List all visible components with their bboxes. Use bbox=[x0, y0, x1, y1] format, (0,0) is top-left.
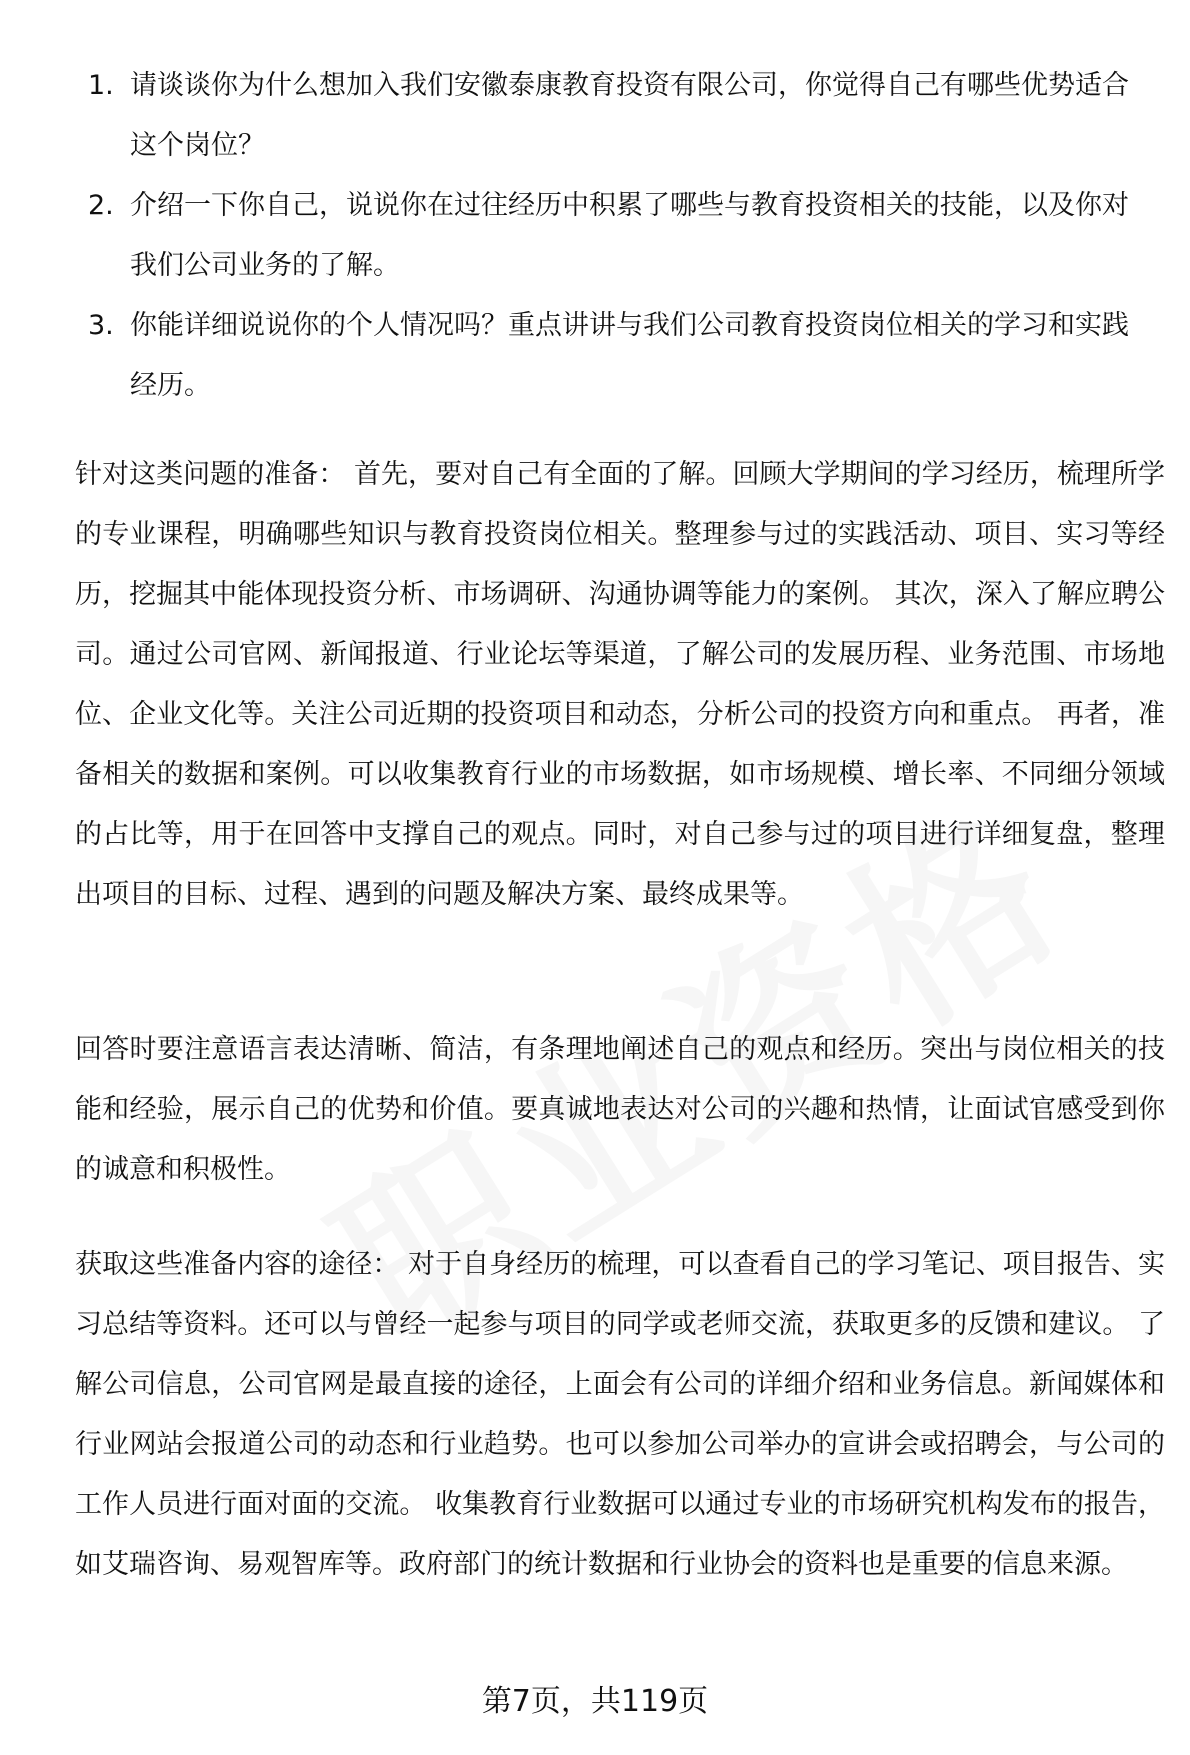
answer-tips-paragraph: 回答时要注意语言表达清晰、简洁，有条理地阐述自己的观点和经历。突出与岗位相关的技能和经验，展示自己的优势和价值。要真诚地表达对公司的兴趣和热情，让面试官感受到你的诚意和积极性。 bbox=[75, 1034, 1165, 1185]
question-text: 请谈谈你为什么想加入我们安徽泰康教育投资有限公司，你觉得自己有哪些优势适合这个岗位？ bbox=[130, 70, 1129, 161]
question-text: 你能详细说说你的个人情况吗？重点讲讲与我们公司教育投资岗位相关的学习和实践经历。 bbox=[130, 310, 1129, 401]
question-item-1 bbox=[0, 56, 1190, 176]
question-item-3 bbox=[0, 296, 1190, 416]
sources-paragraph: 获取这些准备内容的途径： 对于自身经历的梳理，可以查看自己的学习笔记、项目报告、实习总结等资料。还可以与曾经一起参与项目的同学或老师交流，获取更多的反馈和建议。 了解公司信息，公司官网是最直接的途径，上面会有公司的详细介绍和业务信息。新闻媒体和行业网站会报道公司的动态和行业趋势。也可以参加公司举办的宣讲会或招聘会，与公司的工作人员进行面对面的交流。 收集教育行业数据可以通过专业的市场研究机构发布的报告，如艾瑞咨询、易观智库等。政府部门的统计数据和行业协会的资料也是重要的信息来源。 bbox=[75, 1249, 1165, 1580]
question-number: 2. bbox=[88, 190, 114, 221]
question-text: 介绍一下你自己，说说你在过往经历中积累了哪些与教育投资相关的技能，以及你对我们公司业务的了解。 bbox=[130, 190, 1129, 281]
question-list bbox=[0, 56, 1190, 416]
question-number: 1. bbox=[88, 70, 114, 101]
preparation-paragraph: 针对这类问题的准备： 首先，要对自己有全面的了解。回顾大学期间的学习经历，梳理所学的专业课程，明确哪些知识与教育投资岗位相关。整理参与过的实践活动、项目、实习等经历，挖掘其中能体现投资分析、市场调研、沟通协调等能力的案例。 其次，深入了解应聘公司。通过公司官网、新闻报道、行业论坛等渠道，了解公司的发展历程、业务范围、市场地位、企业文化等。关注公司近期的投资项目和动态，分析公司的投资方向和重点。 再者，准备相关的数据和案例。可以收集教育行业的市场数据，如市场规模、增长率、不同细分领域的占比等，用于在回答中支撑自己的观点。同时，对自己参与过的项目进行详细复盘，整理出项目的目标、过程、遇到的问题及解决方案、最终成果等。 bbox=[75, 459, 1165, 910]
question-item-2 bbox=[0, 176, 1190, 296]
question-number: 3. bbox=[88, 310, 114, 341]
page-number: 第7页，共119页 bbox=[481, 1684, 709, 1719]
